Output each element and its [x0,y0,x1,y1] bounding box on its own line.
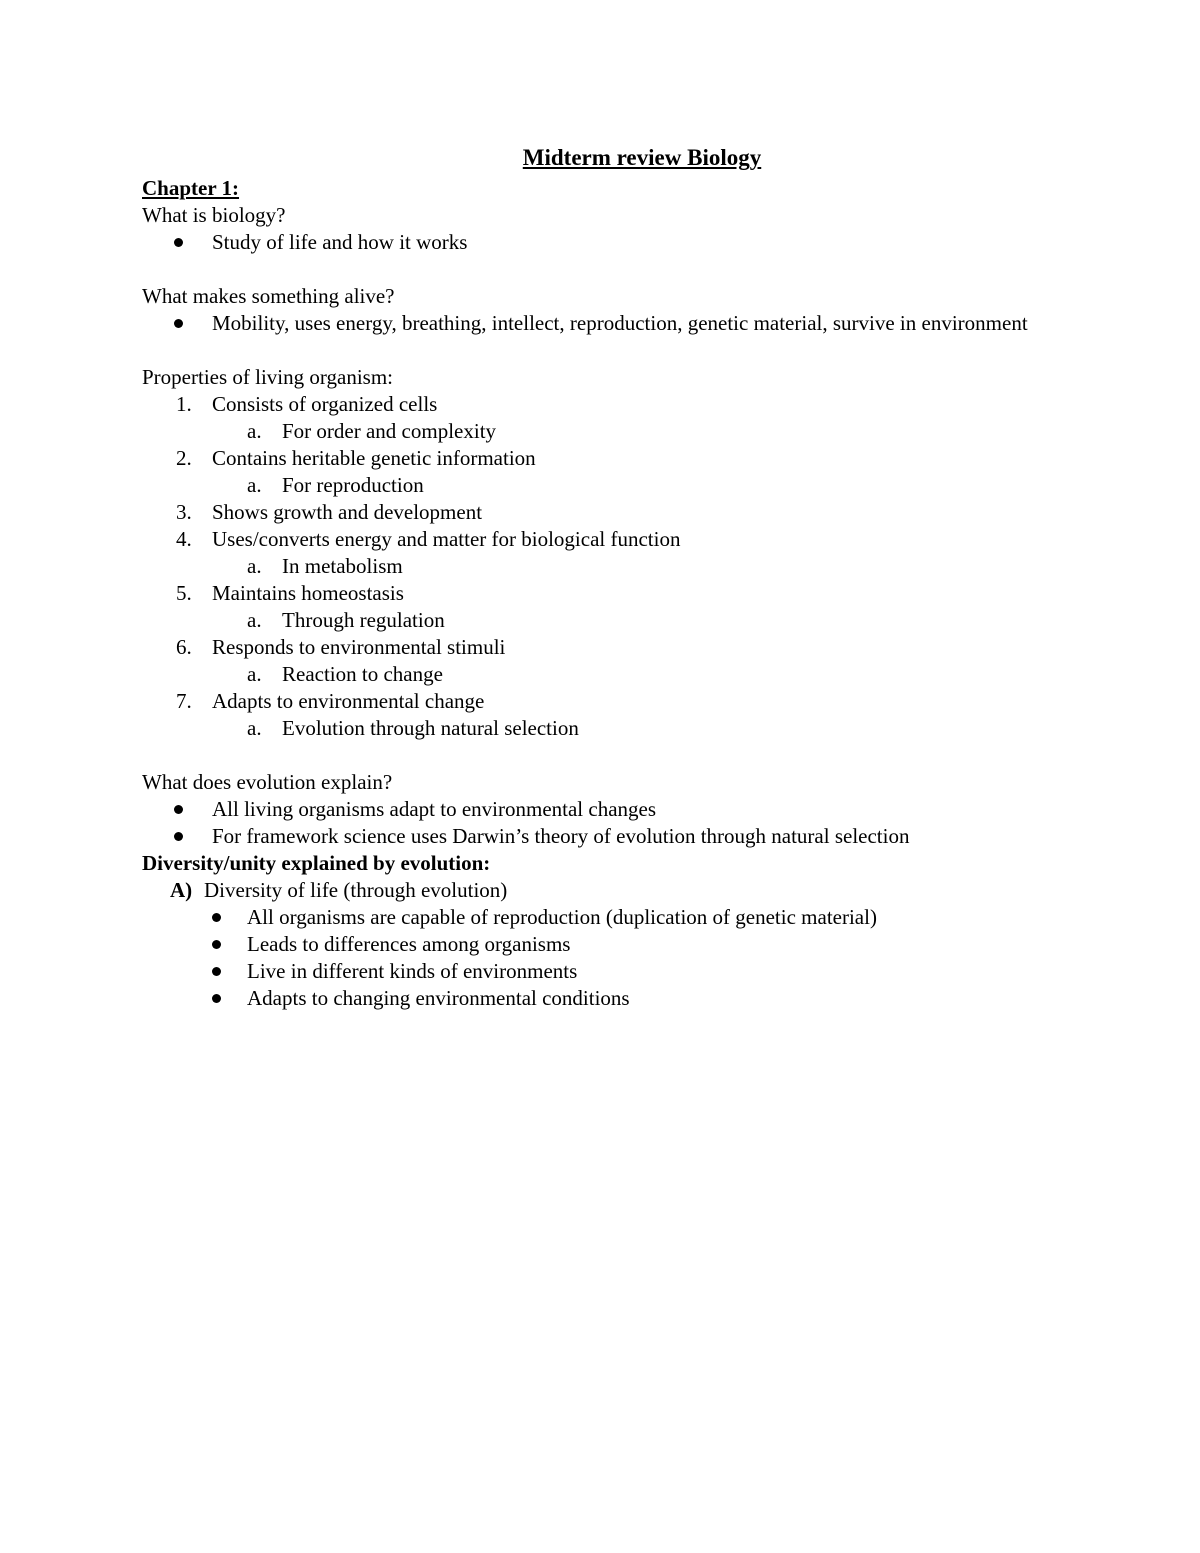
list-item [142,796,1042,823]
sub-list-item [142,472,1042,499]
list-marker: 7. [176,689,192,713]
bullet-text: Adapts to changing environmental conditions [247,986,630,1010]
section-a [142,877,1042,904]
list-marker: 1. [176,392,192,416]
item-text: In metabolism [282,554,403,578]
bullet-list [142,904,1042,1012]
bullet-text: Study of life and how it works [212,230,468,254]
bullet-list [142,229,1042,256]
list-item [142,229,1042,256]
sub-list-item [142,715,1042,742]
sub-list-item [142,553,1042,580]
bullet-icon [174,319,183,328]
bullet-icon [174,805,183,814]
item-text: Evolution through natural selection [282,716,579,740]
section-marker: A) [170,878,193,902]
list-item [142,958,1042,985]
item-text: Consists of organized cells [212,392,438,416]
list-marker: a. [247,473,262,497]
spacer [142,742,1042,769]
list-item [142,823,1042,850]
chapter-heading [142,175,1042,202]
list-item [142,499,1042,526]
bullet-icon [174,238,183,247]
question-what-makes-alive: What makes something alive? [142,284,395,308]
properties-heading: Properties of living organism: [142,365,394,389]
bullet-icon [174,832,183,841]
sub-list-item [142,661,1042,688]
bullet-list [142,310,1042,337]
diversity-heading: Diversity/unity explained by evolution: [142,851,491,875]
document-content [142,144,1042,1012]
bullet-text: Mobility, uses energy, breathing, intellect, reproduction, genetic material, survive in environment [212,311,1028,335]
list-marker: 6. [176,635,192,659]
item-text: Adapts to environmental change [212,689,485,713]
list-marker: a. [247,419,262,443]
question-evolution-explain: What does evolution explain? [142,770,393,794]
list-marker: a. [247,716,262,740]
list-item [142,688,1042,715]
question-what-is-biology: What is biology? [142,203,286,227]
list-item [142,580,1042,607]
bullet-icon [212,994,221,1003]
list-item [142,904,1042,931]
item-text: Contains heritable genetic information [212,446,536,470]
list-marker: 2. [176,446,192,470]
bullet-icon [212,913,221,922]
list-marker: a. [247,608,262,632]
list-item [142,985,1042,1012]
list-marker: 3. [176,500,192,524]
list-marker: 4. [176,527,192,551]
section-text: Diversity of life (through evolution) [204,878,508,902]
bullet-text: For framework science uses Darwin’s theory of evolution through natural selection [212,824,910,848]
item-text: Maintains homeostasis [212,581,404,605]
document-title: Midterm review Biology [522,145,762,170]
bullet-text: All organisms are capable of reproduction (duplication of genetic material) [247,905,877,929]
item-text: Uses/converts energy and matter for biological function [212,527,681,551]
bullet-text: Leads to differences among organisms [247,932,571,956]
item-text: Shows growth and development [212,500,483,524]
list-marker: a. [247,662,262,686]
item-text: Through regulation [282,608,445,632]
bullet-list [142,796,1042,850]
bullet-icon [212,940,221,949]
item-text: Responds to environmental stimuli [212,635,506,659]
sub-list-item [142,607,1042,634]
bullet-text: All living organisms adapt to environmental changes [212,797,657,821]
bullet-text: Live in different kinds of environments [247,959,578,983]
list-item [142,391,1042,418]
chapter-label: Chapter 1: [142,176,240,200]
list-item [142,526,1042,553]
list-item [142,310,1042,337]
list-marker: a. [247,554,262,578]
list-marker: 5. [176,581,192,605]
bullet-icon [212,967,221,976]
item-text: Reaction to change [282,662,443,686]
numbered-list [142,391,1042,742]
item-text: For reproduction [282,473,424,497]
spacer [142,337,1042,364]
item-text: For order and complexity [282,419,497,443]
spacer [142,256,1042,283]
sub-list-item [142,418,1042,445]
list-item [142,931,1042,958]
list-item [142,634,1042,661]
list-item [142,445,1042,472]
